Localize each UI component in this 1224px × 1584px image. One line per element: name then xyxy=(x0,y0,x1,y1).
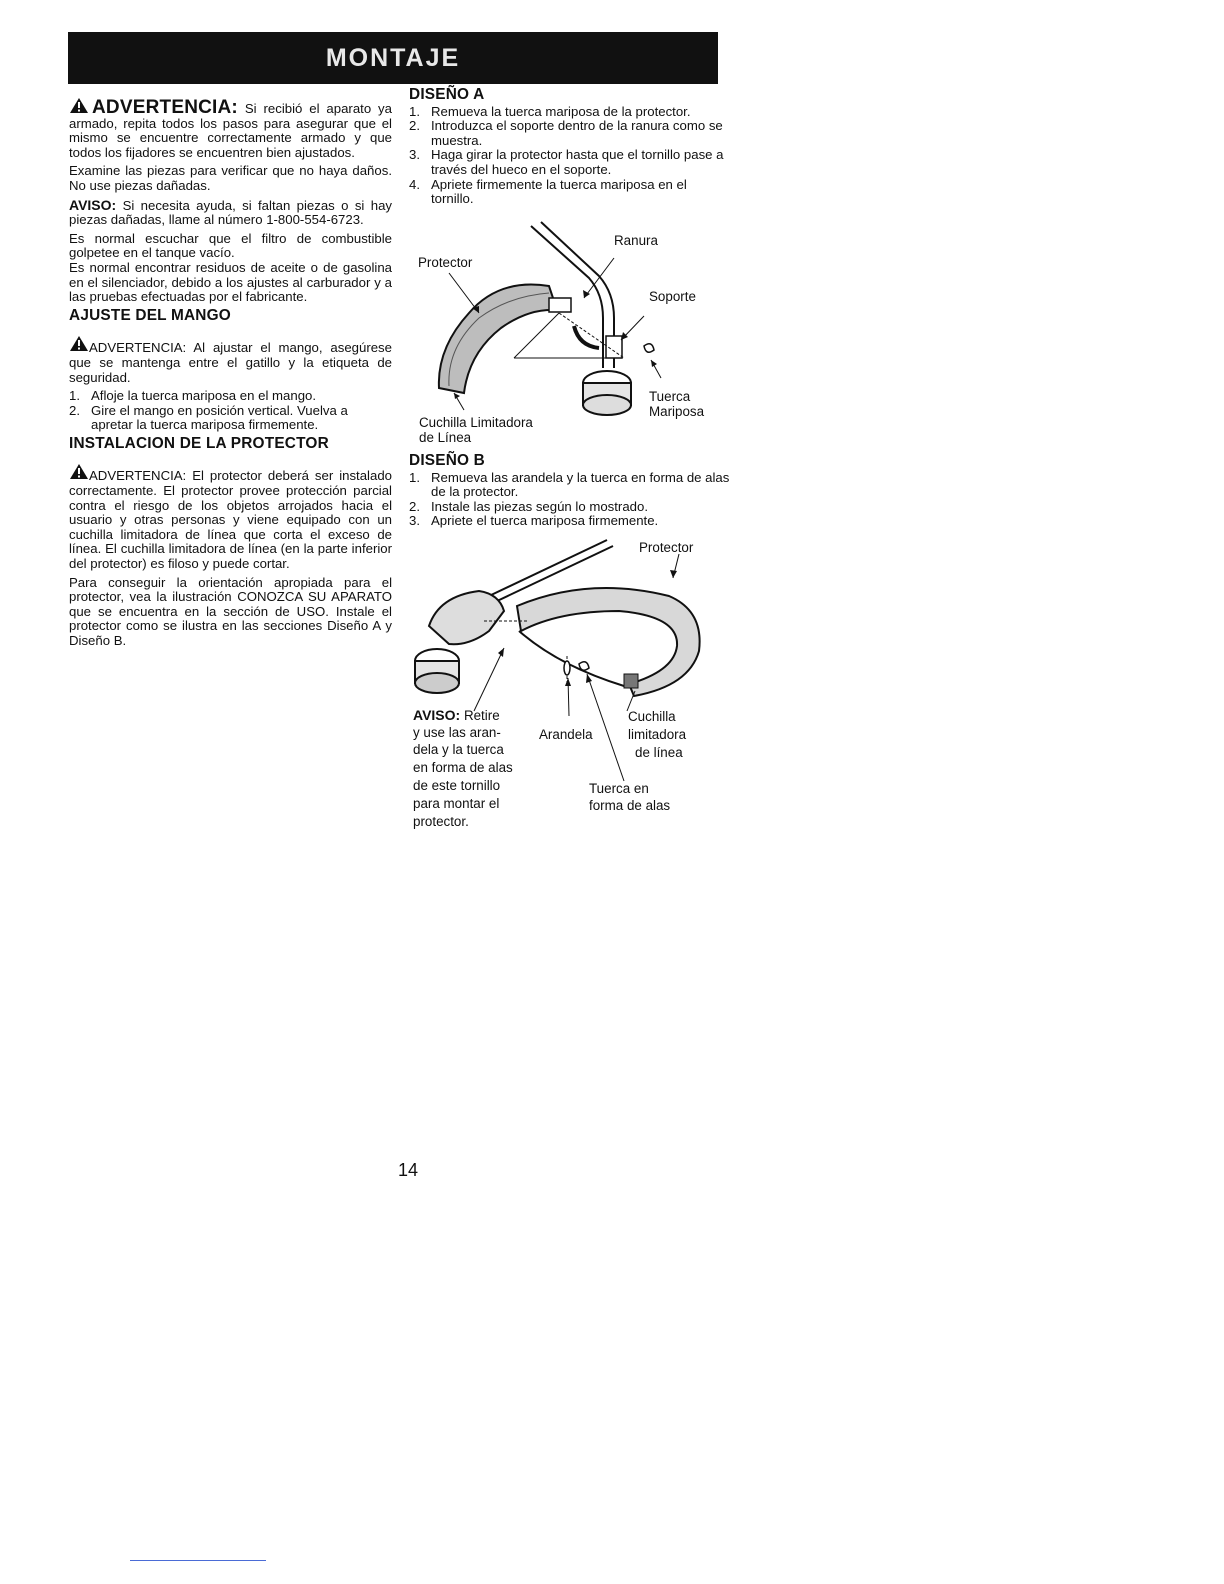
notice-line: para montar el xyxy=(413,796,500,811)
label-soporte: Soporte xyxy=(649,289,696,304)
notice-text: Si necesita ayuda, si faltan piezas o si hay piezas dañadas, llame al número 1-800-554-6723. xyxy=(69,197,392,228)
list-item: 1. Remueva la tuerca mariposa de la protector. xyxy=(409,103,691,119)
label-mariposa: Mariposa xyxy=(649,404,705,419)
label-ranura: Ranura xyxy=(614,233,658,248)
section-title: MONTAJE xyxy=(325,43,461,72)
warning-text: El protector deberá ser instalado correctamente. El protector provee protección parcial contra el riesgo de los objetos arrojados hacia el usuario y otras personas y viene equipado con un cuchilla limitadora de línea que corta el exceso de línea. El cuchilla limitadora de línea (en la parte inferior del protector) es filoso y puede cortar. xyxy=(69,468,392,572)
right-column xyxy=(409,88,732,211)
list-item: 2. Introduzca el soporte dentro de la ranura como se muestra. xyxy=(409,118,723,148)
label-cuchilla: Cuchilla xyxy=(628,709,676,724)
notice-line: AVISO: Retire xyxy=(413,707,500,723)
list-item: 3. Haga girar la protector hasta que el tornillo pase a través del hueco en el soporte. xyxy=(409,147,724,177)
handle-steps-list xyxy=(69,389,392,433)
warning-triangle-icon xyxy=(69,463,89,480)
notice-label: AVISO: xyxy=(69,196,117,213)
heading-design-b: DISEÑO B xyxy=(409,452,485,469)
heading-protector-install: INSTALACION DE LA PROTECTOR xyxy=(69,434,329,452)
label-cuchilla-limitadora: Cuchilla Limitadora xyxy=(419,415,533,430)
notice-line: y use las aran- xyxy=(413,725,501,740)
warning-block xyxy=(69,335,392,385)
paragraph: Examine las piezas para verificar que no haya daños. No use piezas dañadas. xyxy=(69,163,392,193)
paragraph: Es normal encontrar residuos de aceite o de gasolina en el silenciador, debido a los ajustes al carburador y a las pruebas efectuadas por el fabricante. xyxy=(69,259,392,305)
warning-text: Si recibió el aparato ya armado, repita todos los pasos para asegurar que el mismo se encuentre correctamente armado y que todos los fijadores se encuentren bien ajustados. xyxy=(69,101,392,160)
list-item: 2. Instale las piezas según lo mostrado. xyxy=(409,498,648,514)
label-forma-de-alas: forma de alas xyxy=(589,798,671,813)
label-limitadora: limitadora xyxy=(628,727,687,742)
warning-label: ADVERTENCIA: xyxy=(89,468,187,484)
heading-handle-adjust: AJUSTE DEL MANGO xyxy=(69,306,231,324)
notice-label: AVISO: xyxy=(413,707,461,723)
notice-block xyxy=(69,198,392,228)
warning-label: ADVERTENCIA: xyxy=(92,97,238,118)
label-protector-b: Protector xyxy=(639,540,694,555)
notice-line: protector. xyxy=(413,814,469,829)
notice-line: en forma de alas xyxy=(413,760,513,775)
label-tuerca: Tuerca xyxy=(649,389,691,404)
list-item: 1. Afloje la tuerca mariposa en el mango. xyxy=(69,388,317,404)
label-arandela: Arandela xyxy=(539,727,593,742)
paragraph: Es normal escuchar que el filtro de combustible golpetee en el tanque vacío. xyxy=(69,230,392,261)
list-item: 2. Gire el mango en posición vertical. Vuelva a apretar la tuerca mariposa firmemente. xyxy=(69,402,348,433)
notice-line: dela y la tuerca xyxy=(413,742,504,757)
left-column xyxy=(69,97,392,653)
label-de-linea: de Línea xyxy=(419,430,472,445)
page-number: 14 xyxy=(398,1160,419,1180)
warning-triangle-icon xyxy=(69,97,89,114)
warning-text: Al ajustar el mango, asegúrese que se mantenga entre el gatillo y la etiqueta de seguridad. xyxy=(69,340,392,385)
notice-line: de este tornillo xyxy=(413,778,501,793)
design-a-steps xyxy=(409,105,732,207)
warning-label: ADVERTENCIA: xyxy=(89,340,187,356)
list-item: 1. Remueva las arandela y la tuerca en forma de alas de la protector. xyxy=(409,469,730,500)
design-b-steps xyxy=(409,471,732,529)
warning-triangle-icon xyxy=(69,335,89,352)
section-banner xyxy=(68,32,718,84)
figure-design-b xyxy=(409,536,732,836)
figure-design-a xyxy=(409,218,732,450)
design-b-section xyxy=(409,454,732,533)
label-tuerca-en: Tuerca en xyxy=(589,781,649,796)
list-item: 3. Apriete el tuerca mariposa firmemente. xyxy=(409,513,659,529)
heading-design-a: DISEÑO A xyxy=(409,86,485,103)
label-de-linea-b: de línea xyxy=(635,745,683,760)
warning-block xyxy=(69,97,392,160)
label-protector: Protector xyxy=(418,255,473,270)
warning-block xyxy=(69,463,392,571)
paragraph: Para conseguir la orientación apropiada para el protector, vea la ilustración CONOZCA SU APARATO que se encuentra en la sección de USO. Instale el protector como se ilustra en las secciones Diseño A y Diseño B. xyxy=(69,574,392,648)
footer-rule xyxy=(130,1560,266,1561)
list-item: 4. Apriete firmemente la tuerca mariposa en el tornillo. xyxy=(409,176,687,207)
